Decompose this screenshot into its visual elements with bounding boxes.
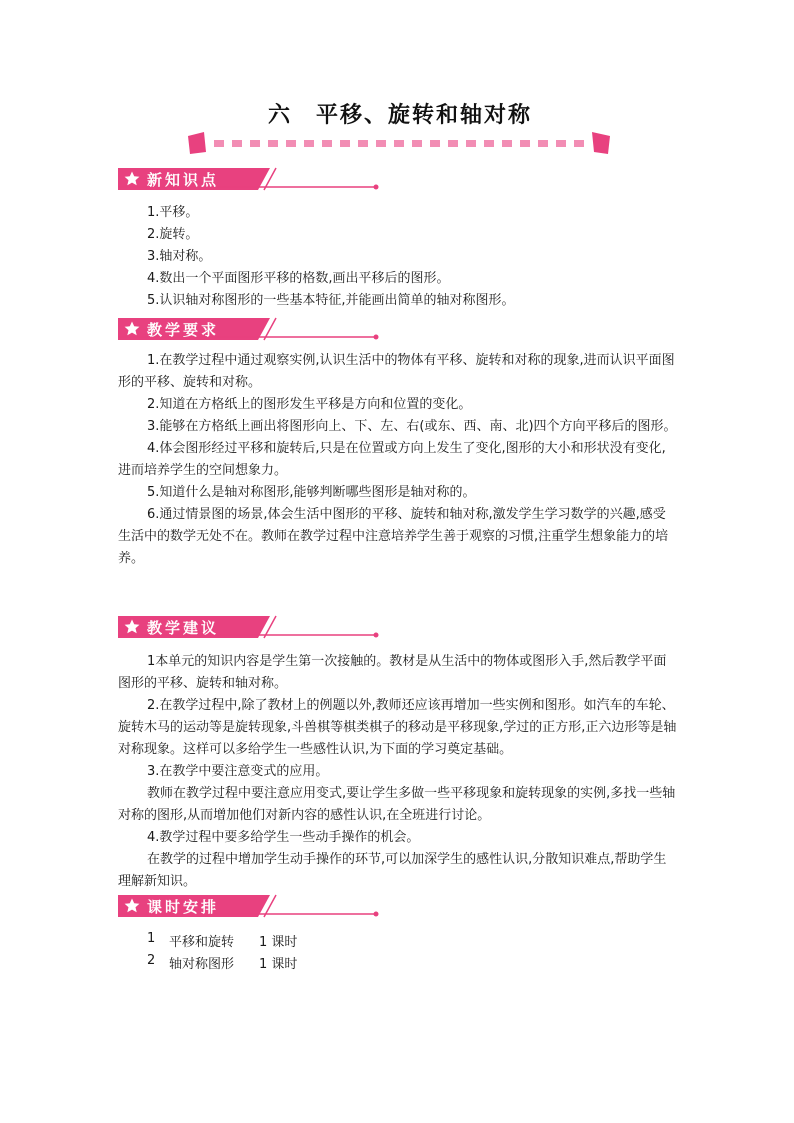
section-title: 教学要求: [147, 321, 220, 339]
list-item: 2.知道在方格纸上的图形发生平移是方向和位置的变化。: [147, 397, 472, 412]
schedule-index: 1: [147, 931, 156, 946]
schedule-hours: 1 课时: [259, 935, 298, 950]
schedule-hours: 1 课时: [259, 957, 298, 972]
list-item: 1.平移。: [147, 205, 199, 220]
teaching-suggestions-list: [118, 651, 678, 893]
chapter-title: [180, 98, 620, 129]
section-title: 课时安排: [147, 898, 220, 916]
list-item: 2.旋转。: [147, 227, 199, 242]
new-knowledge-list: [118, 202, 678, 312]
section-title: 教学建议: [147, 619, 220, 637]
list-item: 4.数出一个平面图形平移的格数,画出平移后的图形。: [147, 271, 450, 286]
list-item: 4.体会图形经过平移和旋转后,只是在位置或方向上发生了变化,图形的大小和形状没有变化,进而培养学生的空间想象力。: [118, 441, 666, 478]
section-header-new-knowledge: [118, 167, 383, 191]
chapter-number: 六: [267, 102, 292, 128]
chapter-title-text: 平移、旋转和轴对称: [316, 102, 533, 128]
list-item: 5.知道什么是轴对称图形,能够判断哪些图形是轴对称的。: [147, 485, 476, 500]
list-item: 5.认识轴对称图形的一些基本特征,并能画出简单的轴对称图形。: [147, 293, 515, 308]
chapter-header: [180, 98, 620, 158]
schedule-topic: 平移和旋转: [169, 935, 235, 950]
list-item: 2.在教学过程中,除了教材上的例题以外,教师还应该再增加一些实例和图形。如汽车的车轮、旋转木马的运动等是旋转现象,斗兽棋等棋类棋子的移动是平移现象,学过的正方形,正六边形等是轴对称现象。这样可以多给学生一些感性认识,为下面的学习奠定基础。: [118, 698, 677, 757]
dash-row: [214, 140, 584, 147]
title-decoration-band: [180, 130, 620, 156]
schedule-index: 2: [147, 953, 156, 968]
list-item: 3.能够在方格纸上画出将图形向上、下、左、右(或东、西、南、北)四个方向平移后的图形。: [147, 419, 677, 434]
section-header-teaching-suggestions: [118, 615, 383, 639]
list-item: 4.教学过程中要多给学生一些动手操作的机会。: [147, 830, 420, 845]
right-ribbon-shape: [592, 132, 610, 154]
list-item: 3.在教学中要注意变式的应用。: [147, 764, 329, 779]
left-ribbon-shape: [188, 132, 206, 154]
list-item: 3.轴对称。: [147, 249, 212, 264]
list-item: 1本单元的知识内容是学生第一次接触的。教材是从生活中的物体或图形入手,然后教学平面图形的平移、旋转和轴对称。: [118, 654, 667, 691]
section-header-teaching-requirements: [118, 317, 383, 341]
list-item: 在教学的过程中增加学生动手操作的环节,可以加深学生的感性认识,分散知识难点,帮助学生理解新知识。: [118, 852, 667, 889]
section-title: 新知识点: [147, 171, 220, 189]
teaching-requirements-list: [118, 350, 678, 570]
list-item: 6.通过情景图的场景,体会生活中图形的平移、旋转和轴对称,激发学生学习数学的兴趣,感受生活中的数学无处不在。教师在教学过程中注意培养学生善于观察的习惯,注重学生想象能力的培养。: [118, 507, 669, 566]
list-item: 教师在教学过程中要注意应用变式,要让学生多做一些平移现象和旋转现象的实例,多找一些轴对称的图形,从而增加他们对新内容的感性认识,在全班进行讨论。: [118, 786, 676, 823]
section-header-schedule: [118, 894, 383, 918]
schedule-topic: 轴对称图形: [169, 957, 235, 972]
list-item: 1.在教学过程中通过观察实例,认识生活中的物体有平移、旋转和对称的现象,进而认识平面图形的平移、旋转和对称。: [118, 353, 675, 390]
